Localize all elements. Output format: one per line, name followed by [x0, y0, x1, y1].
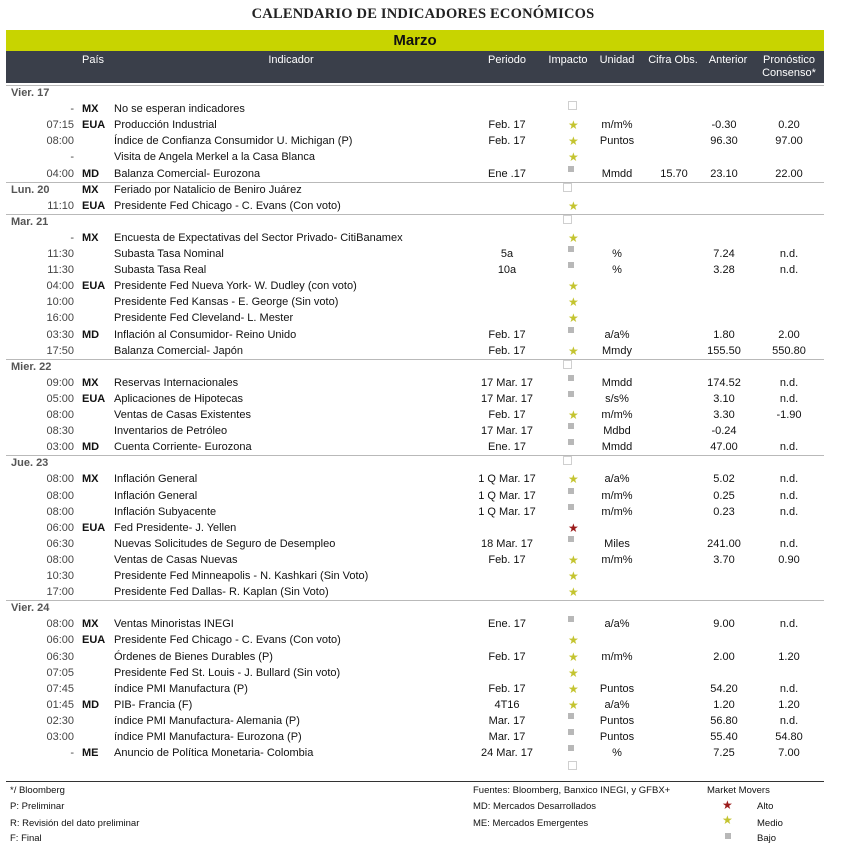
unit-value: Miles [604, 537, 630, 550]
previous-value: 0.25 [713, 489, 735, 502]
event-time: 02:30 [46, 714, 74, 727]
header-unidad: Unidad [599, 54, 635, 66]
forecast-value: n.d. [779, 505, 799, 518]
event-time: 10:30 [46, 570, 74, 582]
period-value: Feb. 17 [488, 344, 526, 357]
previous-value: 54.20 [710, 682, 738, 695]
indicator-name: Reservas Internacionales [114, 376, 239, 389]
unit-value: % [612, 747, 622, 760]
table-row [6, 166, 824, 182]
header-impacto: Impacto [548, 54, 588, 66]
table-row: 17:50 Balanza Comercial- Japón Feb. 17 ★ Mmdy 155.50 550.80 [6, 343, 824, 359]
unit-value: a/a% [604, 698, 630, 711]
event-time: 03:00 [46, 441, 74, 454]
indicator-name: Inflación General [114, 473, 198, 486]
legend-bajo: Bajo [757, 833, 777, 844]
table-row [6, 101, 824, 117]
indicator-name: Órdenes de Bienes Durables (P) [114, 650, 273, 663]
table-row [6, 713, 824, 729]
event-time: 07:45 [46, 682, 74, 695]
event-time: 03:00 [46, 731, 74, 743]
country-code: EUA [82, 634, 106, 647]
footer-divider [6, 781, 824, 782]
unit-value: m/m% [601, 489, 633, 502]
legend-star-red-icon: ★ [722, 798, 733, 812]
previous-value: 1.80 [713, 328, 735, 341]
event-time: 17:00 [46, 586, 74, 599]
forecast-value: n.d. [779, 264, 799, 277]
unit-value: Puntos [599, 714, 635, 727]
table-row: 07:45 índice PMI Manufactura (P) Feb. 17 ★ Puntos 54.20 n.d. [6, 681, 824, 697]
event-time: 05:00 [46, 392, 74, 405]
forecast-value: n.d. [779, 473, 799, 486]
previous-value: -0.24 [711, 425, 737, 438]
forecast-value: 7.00 [778, 747, 800, 760]
country-code: ME [82, 747, 99, 760]
header-periodo: Periodo [488, 54, 526, 66]
previous-value: 2.00 [713, 650, 735, 663]
footnote-preliminar: P: Preliminar [10, 801, 65, 812]
table-row: 06:30 Órdenes de Bienes Durables (P) Feb. 17 ★ m/m% 2.00 1.20 [6, 649, 824, 665]
period-value: 4T16 [494, 698, 520, 711]
table-row: 04:00 EUA Presidente Fed Nueva York- W. Dudley (con voto) ★ [6, 278, 824, 294]
unit-value: Mmdd [601, 441, 633, 454]
month-banner: Marzo [6, 30, 824, 51]
period-value: Feb. 17 [488, 119, 526, 132]
unit-value: m/m% [601, 553, 633, 566]
table-row [6, 504, 824, 520]
forecast-value: n.d. [779, 441, 799, 454]
country-code: MX [82, 618, 99, 631]
event-time: 08:00 [46, 489, 74, 502]
country-code: MX [82, 473, 99, 486]
header-pronostico: Pronóstico [763, 54, 815, 66]
indicator-name: Presidente Fed St. Louis - J. Bullard (Sin voto) [114, 666, 341, 679]
event-time: 01:45 [46, 698, 74, 711]
table-row [6, 327, 824, 343]
previous-value: 9.00 [713, 618, 735, 631]
table-row: 07:15 EUA Producción Industrial Feb. 17 ★ m/m% -0.30 0.20 [6, 117, 824, 133]
period-value: Feb. 17 [488, 650, 526, 663]
day-header [6, 455, 824, 471]
indicator-name: Aplicaciones de Hipotecas [114, 392, 244, 405]
unit-value: s/s% [605, 392, 629, 405]
period-value: Ene. 17 [488, 618, 526, 631]
forecast-value: 1.20 [778, 698, 800, 711]
indicator-name: Balanza Comercial- Eurozona [114, 167, 261, 180]
footnote-me: ME: Mercados Emergentes [473, 818, 589, 829]
event-time: 04:00 [46, 167, 74, 180]
day-header [6, 214, 824, 230]
forecast-value: 22.00 [775, 167, 803, 180]
period-value: 18 Mar. 17 [481, 537, 533, 550]
indicator-name: No se esperan indicadores [114, 103, 245, 116]
period-value: 10a [497, 264, 517, 277]
previous-value: 56.80 [710, 714, 738, 727]
table-row: - MX Encuesta de Expectativas del Sector Privado- CitiBanamex ★ [6, 230, 824, 246]
table-header [6, 51, 824, 83]
country-code: MD [82, 328, 100, 341]
table-row [6, 423, 824, 439]
indicator-name: Presidente Fed Chicago - C. Evans (Con voto) [114, 634, 341, 647]
indicator-name: Visita de Angela Merkel a la Casa Blanca [114, 151, 315, 164]
table-row [6, 729, 824, 745]
indicator-name: Presidente Fed Dallas- R. Kaplan (Sin Voto) [114, 586, 329, 599]
footnote-md: MD: Mercados Desarrollados [473, 801, 597, 812]
indicator-name: Producción Industrial [114, 119, 217, 132]
previous-value: 3.30 [713, 409, 735, 421]
indicator-name: Subasta Tasa Nominal [114, 248, 224, 260]
previous-value: 3.70 [713, 553, 735, 566]
period-value: Feb. 17 [488, 682, 526, 695]
event-time: 17:50 [46, 344, 74, 357]
indicator-name: Presidente Fed Minneapolis - N. Kashkari (Sin Voto) [114, 570, 369, 582]
table-row: 16:00 Presidente Fed Cleveland- L. Mester ★ [6, 310, 824, 326]
table-row: 11:10 EUA Presidente Fed Chicago - C. Evans (Con voto) ★ [6, 198, 824, 214]
country-code: MD [82, 441, 100, 454]
table-row: - Visita de Angela Merkel a la Casa Blanca ★ [6, 149, 824, 165]
indicator-name: Inflación Subyacente [114, 505, 217, 518]
indicator-name: Feriado por Natalicio de Beniro Juárez [114, 183, 302, 196]
header-consenso: Consenso* [762, 67, 816, 79]
indicator-name: Cuenta Corriente- Eurozona [114, 441, 252, 454]
indicator-name: índice PMI Manufactura- Eurozona (P) [114, 731, 302, 743]
unit-value: Mmdd [601, 167, 633, 180]
indicator-name: índice PMI Manufactura- Alemania (P) [114, 714, 300, 727]
previous-value: 3.28 [713, 264, 735, 277]
day-header [6, 359, 824, 375]
table-row [6, 262, 824, 278]
indicator-name: Inventarios de Petróleo [114, 425, 228, 438]
country-code: MD [82, 698, 100, 711]
unit-value: a/a% [604, 473, 630, 486]
unit-value: m/m% [601, 650, 633, 663]
event-time: 08:00 [46, 473, 74, 486]
forecast-value: 0.20 [778, 119, 800, 132]
event-time: - [70, 151, 74, 164]
unit-value: m/m% [601, 409, 633, 421]
legend-square-gray-icon [725, 831, 731, 843]
table-row: 07:05 Presidente Fed St. Louis - J. Bullard (Sin voto) ★ [6, 665, 824, 681]
period-value: Mar. 17 [488, 714, 526, 727]
unit-value: % [612, 264, 622, 277]
previous-value: 96.30 [710, 135, 738, 148]
event-time: 08:00 [46, 553, 74, 566]
event-time: 11:30 [47, 248, 74, 260]
forecast-value: 0.90 [778, 553, 800, 566]
period-value: Feb. 17 [488, 135, 526, 148]
unit-value: Mmdd [601, 376, 633, 389]
day-label: Jue. 23 [11, 457, 49, 470]
forecast-value: n.d. [779, 248, 799, 260]
table-row-end [6, 761, 824, 777]
indicator-name: Ventas de Casas Nuevas [114, 553, 238, 566]
period-value: 17 Mar. 17 [481, 392, 533, 405]
table-row [6, 536, 824, 552]
table-row [6, 439, 824, 455]
event-time: 08:30 [46, 425, 74, 438]
indicator-name: Presidente Fed Nueva York- W. Dudley (con voto) [114, 280, 357, 293]
period-value: 5a [500, 248, 514, 260]
forecast-value: 54.80 [775, 731, 803, 743]
table-row [6, 616, 824, 632]
table-row [6, 375, 824, 391]
table-row: 08:00 Ventas de Casas Nuevas Feb. 17 ★ m/m% 3.70 0.90 [6, 552, 824, 568]
event-time: 06:00 [46, 634, 74, 647]
event-time: 03:30 [46, 328, 74, 341]
unit-value: % [612, 248, 622, 260]
legend-medio: Medio [757, 818, 783, 829]
period-value: 1 Q Mar. 17 [478, 473, 536, 486]
unit-value: Puntos [599, 731, 635, 743]
event-time: 04:00 [46, 280, 74, 293]
country-code: MX [82, 183, 99, 196]
period-value: Feb. 17 [488, 328, 526, 341]
indicator-name: Encuesta de Expectativas del Sector Privado- CitiBanamex [114, 231, 403, 244]
previous-value: 7.24 [713, 248, 735, 260]
country-code: MX [82, 103, 99, 116]
previous-value: 3.10 [713, 392, 735, 405]
table-row: 06:00 EUA Fed Presidente- J. Yellen ★ [6, 520, 824, 536]
unit-value: Puntos [599, 135, 635, 148]
indicator-name: índice PMI Manufactura (P) [114, 682, 248, 695]
previous-value: 241.00 [707, 537, 741, 550]
period-value: 24 Mar. 17 [481, 747, 533, 760]
table-row: 01:45 MD PIB- Francia (F) 4T16 ★ a/a% 1.20 1.20 [6, 697, 824, 713]
footnote-sources: Fuentes: Bloomberg, Banxico INEGI, y GFBX+ [473, 785, 671, 796]
indicator-name: Subasta Tasa Real [114, 264, 207, 277]
country-code: EUA [82, 521, 106, 534]
previous-value: 7.25 [713, 747, 735, 760]
day-header [6, 600, 824, 616]
unit-value: Puntos [599, 682, 635, 695]
event-time: - [70, 231, 74, 244]
table-row [6, 488, 824, 504]
previous-value: 0.23 [713, 505, 735, 518]
unit-value: a/a% [604, 328, 630, 341]
event-time: 08:00 [46, 409, 74, 421]
table-row: 08:00 Índice de Confianza Consumidor U. Michigan (P) Feb. 17 ★ Puntos 96.30 97.00 [6, 133, 824, 149]
table-row [6, 391, 824, 407]
previous-value: -0.30 [711, 119, 737, 132]
event-time: 08:00 [46, 505, 74, 518]
header-anterior: Anterior [708, 54, 748, 66]
indicator-name: Inflación al Consumidor- Reino Unido [114, 328, 297, 341]
footnote-bloomberg: */ Bloomberg [10, 785, 65, 796]
event-time: 06:30 [46, 650, 74, 663]
event-time: 10:00 [46, 296, 74, 309]
forecast-value: n.d. [779, 537, 799, 550]
table-row [6, 246, 824, 262]
table-row: 10:00 Presidente Fed Kansas - E. George (Sin voto) ★ [6, 294, 824, 310]
country-code: MD [82, 167, 100, 180]
country-code: EUA [82, 392, 106, 405]
forecast-value: n.d. [779, 618, 799, 631]
period-value: Feb. 17 [488, 409, 526, 421]
previous-value: 55.40 [710, 731, 738, 743]
period-value: 1 Q Mar. 17 [478, 489, 536, 502]
indicator-name: Ventas Minoristas INEGI [114, 618, 234, 631]
forecast-value: 2.00 [778, 328, 800, 341]
day-label: Mar. 21 [11, 215, 49, 228]
event-time: 11:30 [47, 264, 74, 277]
day-label: Vier. 17 [11, 87, 50, 99]
indicator-name: Anuncio de Política Monetaria- Colombia [114, 747, 314, 760]
unit-value: Mmdy [602, 344, 632, 357]
period-value: Feb. 17 [488, 553, 526, 566]
table-row: 17:00 Presidente Fed Dallas- R. Kaplan (Sin Voto) ★ [6, 584, 824, 600]
page-title: CALENDARIO DE INDICADORES ECONÓMICOS [251, 6, 595, 22]
unit-value: m/m% [601, 119, 633, 132]
footnote-revision: R: Revisión del dato preliminar [10, 818, 140, 829]
previous-value: 5.02 [713, 473, 735, 486]
forecast-value: n.d. [779, 714, 799, 727]
unit-value: a/a% [604, 618, 630, 631]
forecast-value: 550.80 [772, 344, 806, 357]
previous-value: 23.10 [710, 167, 738, 180]
period-value: Ene. 17 [488, 441, 526, 454]
table-row: 08:00 Ventas de Casas Existentes Feb. 17 ★ m/m% 3.30 -1.90 [6, 407, 824, 423]
country-code: EUA [82, 119, 106, 132]
indicator-name: Balanza Comercial- Japón [114, 344, 244, 357]
forecast-value: n.d. [779, 376, 799, 389]
day-header [6, 85, 824, 101]
legend-star-yellow-icon: ★ [722, 813, 733, 827]
previous-value: 47.00 [710, 441, 738, 454]
table-row: 08:00 MX Inflación General 1 Q Mar. 17 ★ a/a% 5.02 n.d. [6, 471, 824, 487]
table-row: 06:00 EUA Presidente Fed Chicago - C. Evans (Con voto) ★ [6, 632, 824, 648]
indicator-name: Índice de Confianza Consumidor U. Michigan (P) [114, 135, 353, 148]
event-time: 09:00 [46, 376, 74, 389]
legend-title: Market Movers [707, 785, 770, 796]
forecast-value: n.d. [779, 682, 799, 695]
observed-value: 15.70 [660, 167, 688, 180]
indicator-name: Presidente Fed Cleveland- L. Mester [114, 312, 294, 325]
event-time: 07:15 [46, 119, 74, 132]
footnote-final: F: Final [10, 833, 42, 844]
event-time: - [70, 103, 74, 116]
event-time: 07:05 [46, 666, 74, 679]
country-code: MX [82, 231, 99, 244]
previous-value: 174.52 [707, 376, 741, 389]
indicator-name: Nuevas Solicitudes de Seguro de Desempleo [114, 537, 336, 550]
event-time: 11:10 [47, 199, 74, 212]
legend-alto: Alto [757, 801, 774, 812]
day-label: Lun. 20 [11, 183, 50, 196]
header-cifra-obs: Cifra Obs. [648, 54, 698, 66]
event-time: 08:00 [46, 618, 74, 631]
indicator-name: Inflación General [114, 489, 198, 502]
day-label: Vier. 24 [11, 602, 50, 615]
forecast-value: n.d. [779, 489, 799, 502]
forecast-value: -1.90 [776, 409, 802, 421]
table-row [6, 745, 824, 761]
forecast-value: n.d. [779, 392, 799, 405]
event-time: 08:00 [46, 135, 74, 148]
indicator-name: PIB- Francia (F) [114, 698, 193, 711]
unit-value: Mdbd [603, 425, 631, 438]
forecast-value: 1.20 [778, 650, 800, 663]
previous-value: 155.50 [707, 344, 741, 357]
event-time: - [70, 747, 74, 760]
event-time: 06:30 [46, 537, 74, 550]
period-value: 17 Mar. 17 [481, 376, 533, 389]
day-header [6, 182, 824, 198]
country-code: EUA [82, 199, 106, 212]
event-time: 06:00 [46, 521, 74, 534]
unit-value: m/m% [601, 505, 633, 518]
event-time: 16:00 [46, 312, 74, 325]
indicator-name: Fed Presidente- J. Yellen [114, 521, 237, 534]
period-value: 1 Q Mar. 17 [478, 505, 536, 518]
indicator-name: Presidente Fed Chicago - C. Evans (Con voto) [114, 199, 341, 212]
header-indicador: Indicador [268, 54, 314, 66]
day-label: Mier. 22 [11, 360, 52, 373]
country-code: MX [82, 376, 99, 389]
indicator-name: Ventas de Casas Existentes [114, 409, 251, 421]
header-pais: País [82, 54, 105, 66]
indicator-name: Presidente Fed Kansas - E. George (Sin voto) [114, 296, 339, 309]
table-row: 10:30 Presidente Fed Minneapolis - N. Kashkari (Sin Voto) ★ [6, 568, 824, 584]
period-value: 17 Mar. 17 [481, 425, 533, 438]
country-code: EUA [82, 280, 106, 293]
previous-value: 1.20 [713, 698, 735, 711]
period-value: Ene .17 [488, 167, 526, 180]
forecast-value: 97.00 [775, 135, 803, 148]
period-value: Mar. 17 [488, 731, 526, 743]
